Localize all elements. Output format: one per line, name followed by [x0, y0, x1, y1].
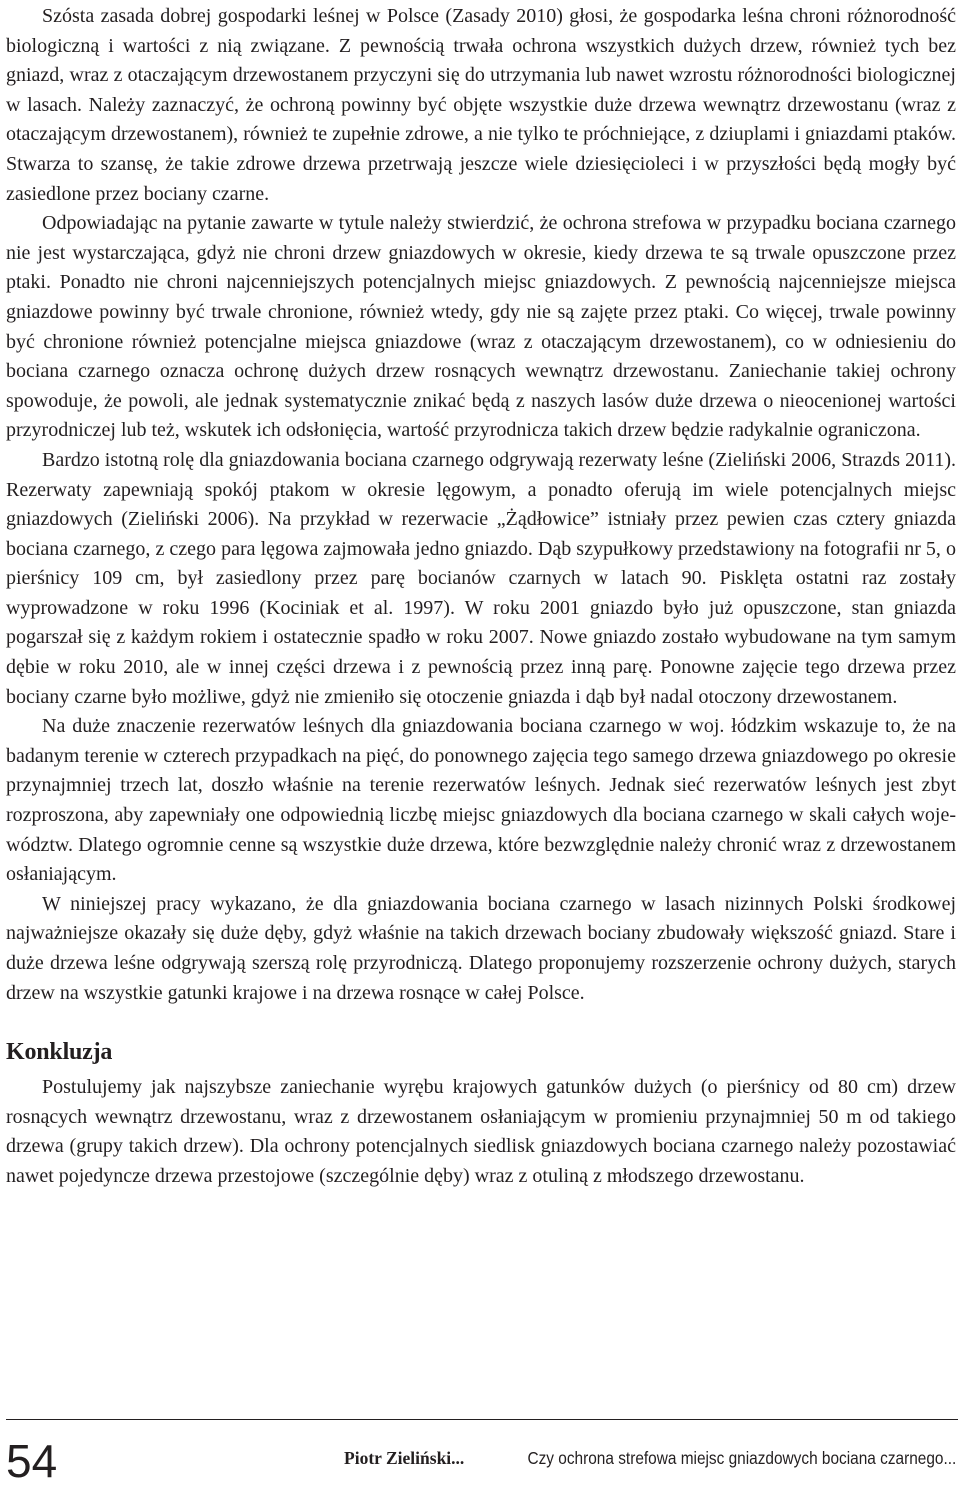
conclusion-paragraph: Postulujemy jak najszybsze zaniechanie wyrębu krajowych gatunków dużych (o pierśnicy od 80 cm) drzew rosnących wewnątrz drzewostanu, wraz z drzewostanem osłaniającym w promieniu przynajmniej 50 m od takiego drzewa (grupy takich drzew). Dla ochrony potencjalnych siedlisk gniazdowych bociana czarnego należy pozostawiać nawet pojedyncze drzewa przestojowe (szczególnie dęby) wraz z otuliną z młodszego drzewostanu. [6, 1076, 956, 1187]
paragraph-1: Szósta zasada dobrej gospodarki leśnej w Polsce (Zasady 2010) głosi, że gospodarka leśna chroni różnorodność biologiczną i wartości z nią związane. Z pewnością trwała ochrona wszystkich dużych drzew, również tych bez gniazd, wraz z otaczającym drzewostanem przyczyni się do utrzymania lub nawet wzrostu różnorodności biologicznej w lasach. Należy zaznaczyć, że ochroną powinny być objęte wszystkie duże drzewa wewnątrz drzewostanu (wraz z otaczającym drzewostanem), również te zupełnie zdrowe, a nie tylko te próchniejące, z dziuplami i gniazdami ptaków. Stwarza to szansę, że takie zdrowe drzewa przetrwają jeszcze wiele dziesięcioleci i w przyszłości będą mogły być zasiedlone przez bociany czarne. [6, 5, 956, 205]
article-body [6, 2, 956, 1192]
footer-rule [6, 1419, 958, 1420]
footer-title: Czy ochrona strefowa miejsc gniazdowych bociana czarnego... [527, 1448, 956, 1468]
paragraph-4: Na duże znaczenie rezerwatów leśnych dla gniazdowania bociana czarnego w woj. łódzkim wskazuje to, że na badanym terenie w czterech przypadkach na pięć, do ponownego zajęcia tego samego drzewa gniazdowego po okresie przynajmniej trzech lat, doszło właśnie na terenie rezerwatów leśnych. Jednak sieć rezerwatów leśnych jest zbyt rozproszona, aby zapewniały one odpowiednią liczbę miejsc gniazdowych dla bociana czarnego w skali całych województw. Dlatego ogromnie cenne są wszystkie duże drzewa, które bezwzględnie należy chronić wraz z drzewostanem osłaniającym. [6, 715, 956, 886]
page-number: 54 [6, 1435, 58, 1487]
running-footer [344, 1446, 956, 1470]
section-heading-conclusion: Konkluzja [6, 1039, 113, 1066]
paragraph-3: Bardzo istotną rolę dla gniazdowania bociana czarnego odgrywają rezerwaty leśne (Zieliński 2006, Strazds 2011). Rezerwaty zapewniają spokój ptakom w okresie lęgowym, a ponadto oferują im wiele potencjalnych miejsc gniazdowych (Zieliński 2006). Na przykład w rezerwacie „Żądłowice” istniały przez pewien czas cztery gniazda bociana czarnego, z czego para lęgowa zajmowała jedno gniazdo. Dąb szypułkowy przedstawiony na fotografii nr 5, o pierśnicy 109 cm, był zasiedlony przez parę bocianów czarnych w latach 90. Pisklęta ostatni raz zostały wyprowadzone w roku 1996 (Kociniak et al. 1997). W roku 2001 gniazdo było już opuszczone, stan gniazda pogarszał się z każdym rokiem i ostatecznie spadło w roku 2007. Nowe gniazdo zostało wybudowane na tym samym dębie w roku 2010, ale w innej części drzewa i z pewnością przez inną parę. Ponowne zajęcie tego drzewa przez bociany czarne było możliwe, gdyż nie zmieniło się otoczenie gniazda i dąb był nadal otoczony drzewostanem. [6, 448, 956, 708]
paragraph-5: W niniejszej pracy wykazano, że dla gniazdowania bociana czarnego w lasach nizinnych Polski środkowej najważniejsze okazały się duże dęby, gdyż właśnie na takich drzewach bociany zbudowały większość gniazd. Stare i duże drzewa leśne odgrywają szerszą rolę przyrodniczą. Dlatego proponujemy rozszerzenie ochrony dużych, starych drzew na wszystkie gatunki krajowe i na drzewa rosnące w całej Polsce. [6, 892, 956, 1004]
footer-author: Piotr Zieliński... [344, 1448, 465, 1468]
paragraph-2: Odpowiadając na pytanie zawarte w tytule należy stwierdzić, że ochrona strefowa w przypadku bociana czarnego nie jest wystarczająca, gdyż nie chroni drzew gniazdowych w okresie, kiedy drzewa te są trwale opuszczone przez ptaki. Ponadto nie chroni najcenniejszych potencjalnych miejsc gniazdowych. Z pewnością najcenniejsze miejsca gniazdowe powinny być trwale chronione, również wtedy, gdy nie są zajęte przez ptaki. Co więcej, trwale powinny być chronione również potencjalne miejsca gniazdowe (wraz z otaczającym drzewostanem), co w odniesieniu do bociana czarnego oznacza ochronę dużych drzew rosnących wewnątrz drzewostanu. Zaniechanie takiej ochrony spowoduje, że powoli, ale jednak systematycznie znikać będą z naszych lasów duże drzewa o nieocenionej wartości przyrodniczej lub też, wskutek ich odsłonięcia, wartość przyrodnicza takich drzew będzie radykalnie ograniczona. [6, 212, 956, 442]
